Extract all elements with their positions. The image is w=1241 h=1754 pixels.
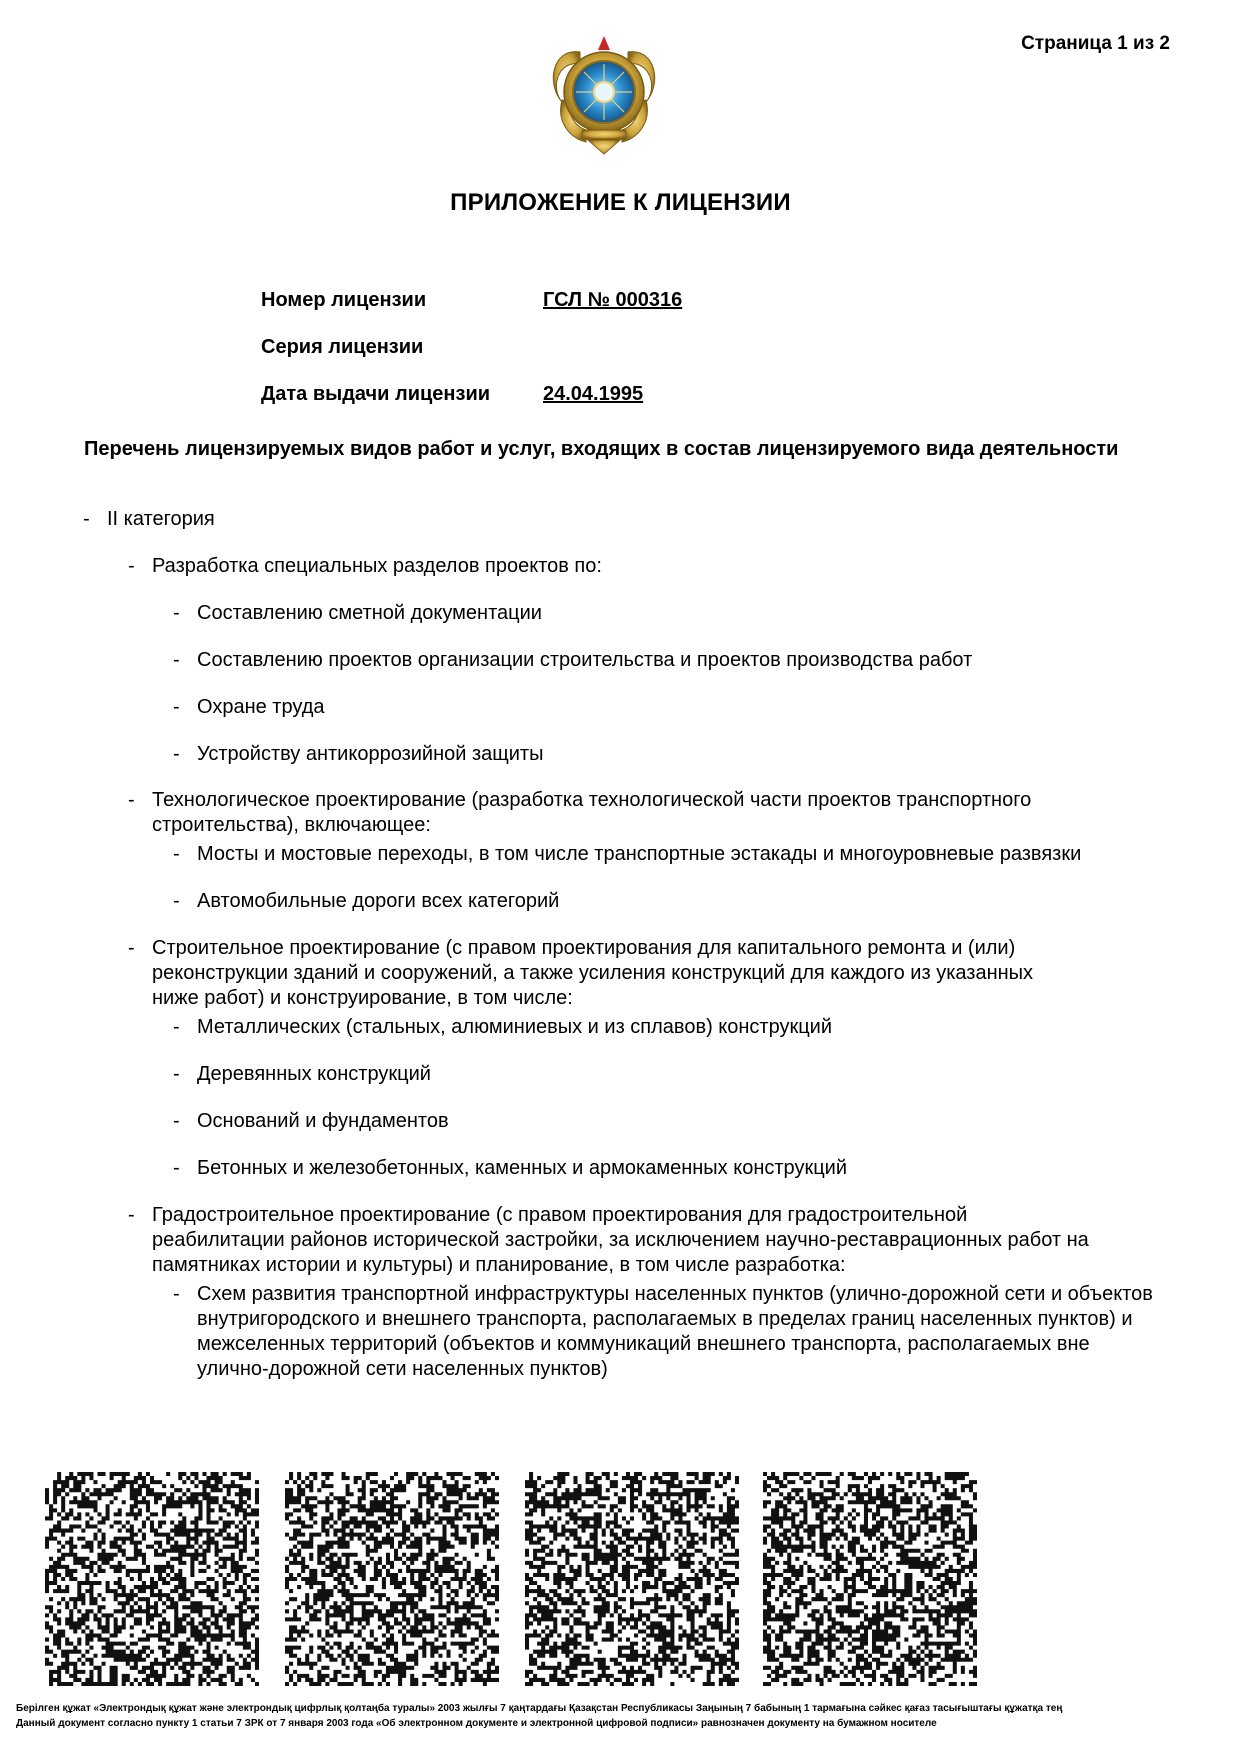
list-dash: - xyxy=(128,789,135,811)
list-dash: - xyxy=(173,1110,180,1132)
license-date-label: Дата выдачи лицензии xyxy=(261,383,491,405)
subsection-item xyxy=(173,889,560,914)
subsection-line: Оснований и фундаментов xyxy=(197,1110,449,1132)
qr-code-icon xyxy=(525,1472,739,1686)
license-date-value: 24.04.1995 xyxy=(543,383,644,405)
subsection-line: Составлению сметной документации xyxy=(197,602,542,624)
list-dash: - xyxy=(173,696,180,718)
section-line: ниже работ) и конструирование, в том числе: xyxy=(152,987,573,1009)
subsection-line: межселенных территорий (объектов и коммуникаций внешнего транспорта, располагаемых вне xyxy=(197,1333,1090,1355)
subsection-item xyxy=(173,1015,833,1040)
list-dash: - xyxy=(173,649,180,671)
list-dash: - xyxy=(173,743,180,765)
subsection-line: Составлению проектов организации строительства и проектов производства работ xyxy=(197,649,973,671)
subsection-line: Охране труда xyxy=(197,696,325,718)
subsection-item xyxy=(173,1062,431,1087)
section-item xyxy=(128,554,602,579)
section-line: строительства), включающее: xyxy=(152,814,431,836)
subsection-line: Металлических (стальных, алюминиевых и из сплавов) конструкций xyxy=(197,1016,833,1038)
license-number-label: Номер лицензии xyxy=(261,289,427,311)
activities-list-heading: Перечень лицензируемых видов работ и услуг, входящих в состав лицензируемого вида деятельности xyxy=(84,438,1119,460)
document-title: ПРИЛОЖЕНИЕ К ЛИЦЕНЗИИ xyxy=(450,189,791,216)
subsection-line: внутригородского и внешнего транспорта, располагаемых в пределах границ населенных пунктов) и xyxy=(197,1308,1133,1330)
list-dash: - xyxy=(173,1157,180,1179)
subsection-line: Автомобильные дороги всех категорий xyxy=(197,890,560,912)
section-item xyxy=(128,1203,1089,1278)
subsection-item xyxy=(173,695,325,720)
section-line: Градостроительное проектирование (с правом проектирования для градостроительной xyxy=(152,1204,968,1226)
list-dash: - xyxy=(173,1016,180,1038)
subsection-item xyxy=(173,648,973,673)
section-item xyxy=(128,788,1032,838)
subsection-item xyxy=(173,1156,847,1181)
list-dash: - xyxy=(128,1204,135,1226)
subsection-item xyxy=(173,742,544,767)
list-dash: - xyxy=(173,843,180,865)
list-dash: - xyxy=(83,508,90,530)
list-dash: - xyxy=(173,1063,180,1085)
section-line: Разработка специальных разделов проектов по: xyxy=(152,555,602,577)
list-dash: - xyxy=(173,602,180,624)
qr-code-icon xyxy=(45,1472,259,1686)
subsection-line: Деревянных конструкций xyxy=(197,1063,431,1085)
section-item xyxy=(128,936,1034,1011)
subsection-line: Бетонных и железобетонных, каменных и армокаменных конструкций xyxy=(197,1157,847,1179)
qr-code-icon xyxy=(285,1472,499,1686)
subsection-item xyxy=(173,601,542,626)
subsection-line: Схем развития транспортной инфраструктуры населенных пунктов (улично-дорожной сети и объектов xyxy=(197,1283,1153,1305)
license-series-label: Серия лицензии xyxy=(261,336,424,358)
page-counter: Страница 1 из 2 xyxy=(1021,33,1170,54)
footer-note-ru: Данный документ согласно пункту 1 статьи 7 ЗРК от 7 января 2003 года «Об электронном документе и электронной цифровой подписи» равнозначен документу на бумажном носителе xyxy=(16,1718,937,1729)
subsection-line: Мосты и мостовые переходы, в том числе транспортные эстакады и многоуровневые развязки xyxy=(197,843,1082,865)
section-line: реконструкции зданий и сооружений, а также усиления конструкций для каждого из указанных xyxy=(152,962,1034,984)
category-label: II категория xyxy=(107,508,215,530)
list-dash: - xyxy=(128,555,135,577)
subsection-line: улично-дорожной сети населенных пунктов) xyxy=(197,1358,608,1380)
list-dash: - xyxy=(173,890,180,912)
license-number-value: ГСЛ № 000316 xyxy=(543,289,683,311)
category-item xyxy=(83,507,215,532)
state-emblem-icon xyxy=(540,30,668,158)
qr-code-icon xyxy=(763,1472,977,1686)
list-dash: - xyxy=(128,937,135,959)
section-line: Строительное проектирование (с правом проектирования для капитального ремонта и (или) xyxy=(152,937,1016,959)
section-line: Технологическое проектирование (разработка технологической части проектов транспортного xyxy=(152,789,1032,811)
footer-note-kz: Берілген құжат «Электрондық құжат және электрондық цифрлық қолтаңба туралы» 2003 жылғы 7 қаңтардағы Қазақстан Республикасы Заңының 7 бабының 1 тармағына сәйкес қағаз тасығыштағы құжатқа тең xyxy=(16,1703,1063,1714)
list-dash: - xyxy=(173,1283,180,1305)
subsection-item xyxy=(173,842,1082,867)
subsection-item xyxy=(173,1109,449,1134)
section-line: реабилитации районов исторической застройки, за исключением научно-реставрационных работ на xyxy=(152,1229,1089,1251)
subsection-line: Устройству антикоррозийной защиты xyxy=(197,743,544,765)
section-line: памятниках истории и культуры) и планирование, в том числе разработка: xyxy=(152,1254,846,1276)
subsection-item xyxy=(173,1282,1153,1382)
